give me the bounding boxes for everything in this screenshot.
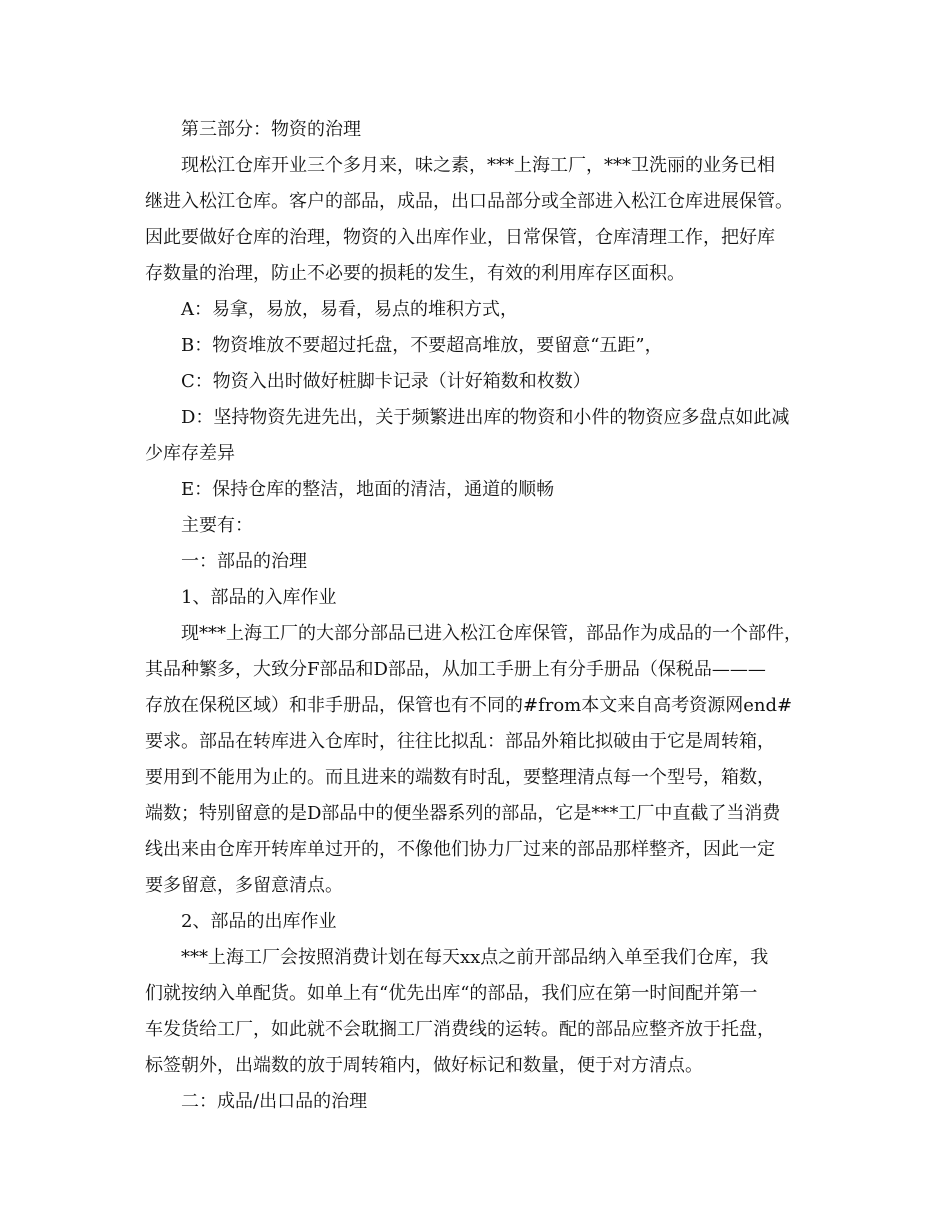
paragraph-line: 因此要做好仓库的治理，物资的入出库作业，日常保管，仓库清理工作，把好库 — [145, 227, 775, 248]
paragraph-line: 线出来由仓库开转库单过开的，不像他们协力厂过来的部品那样整齐，因此一定 — [145, 839, 775, 860]
paragraph-line: 标签朝外，出端数的放于周转箱内，做好标记和数量，便于对方清点。 — [145, 1055, 703, 1076]
section-heading: 第三部分：物资的治理 — [181, 119, 361, 140]
list-item-a: A：易拿，易放，易看，易点的堆积方式， — [181, 299, 518, 320]
paragraph-line: 要多留意，多留意清点。 — [145, 875, 343, 896]
list-item-d: D：坚持物资先进先出，关于频繁进出库的物资和小件的物资应多盘点如此减 — [181, 407, 790, 428]
list-item-c: C：物资入出时做好桩脚卡记录（计好箱数和枚数） — [181, 371, 591, 392]
intro-label: 主要有： — [181, 515, 253, 536]
subsection-heading: 一：部品的治理 — [181, 551, 307, 572]
subsection-heading: 2、部品的出库作业 — [181, 911, 337, 932]
subsection-heading: 二：成品/出口品的治理 — [181, 1091, 368, 1112]
paragraph-line: 要求。部品在转库进入仓库时，往往比拟乱：部品外箱比拟破由于它是周转箱， — [145, 731, 775, 752]
paragraph-line: 现松江仓库开业三个多月来，味之素，***上海工厂，***卫洗丽的业务已相 — [181, 155, 775, 176]
paragraph-line: 们就按纳入单配货。如单上有“优先出库“的部品，我们应在第一时间配并第一 — [145, 983, 758, 1004]
paragraph-line: 端数；特别留意的是D部品中的便坐器系列的部品，它是***工厂中直截了当消费 — [145, 803, 781, 824]
paragraph-line: 存放在保税区域）和非手册品，保管也有不同的#from本文来自高考资源网end# — [145, 695, 793, 716]
paragraph-line: 车发货给工厂，如此就不会耽搁工厂消费线的运转。配的部品应整齐放于托盘， — [145, 1019, 775, 1040]
paragraph-line: 存数量的治理，防止不必要的损耗的发生，有效的利用库存区面积。 — [145, 263, 685, 284]
paragraph-line: ***上海工厂会按照消费计划在每天xx点之前开部品纳入单至我们仓库，我 — [181, 947, 769, 968]
paragraph-line: 其品种繁多，大致分F部品和D部品，从加工手册上有分手册品（保税品——— — [145, 659, 766, 680]
paragraph-line: 现***上海工厂的大部分部品已进入松江仓库保管，部品作为成品的一个部件， — [181, 623, 802, 644]
paragraph-line: 要用到不能用为止的。而且进来的端数有时乱，要整理清点每一个型号，箱数， — [145, 767, 775, 788]
paragraph-line: 继进入松江仓库。客户的部品，成品，出口品部分或全部进入松江仓库进展保管。 — [145, 191, 793, 212]
list-item-d-continuation: 少库存差异 — [145, 443, 235, 464]
list-item-b: B：物资堆放不要超过托盘，不要超高堆放，要留意“五距”， — [181, 335, 663, 356]
list-item-e: E：保持仓库的整洁，地面的清洁，通道的顺畅 — [181, 479, 555, 500]
subsection-heading: 1、部品的入库作业 — [181, 587, 337, 608]
